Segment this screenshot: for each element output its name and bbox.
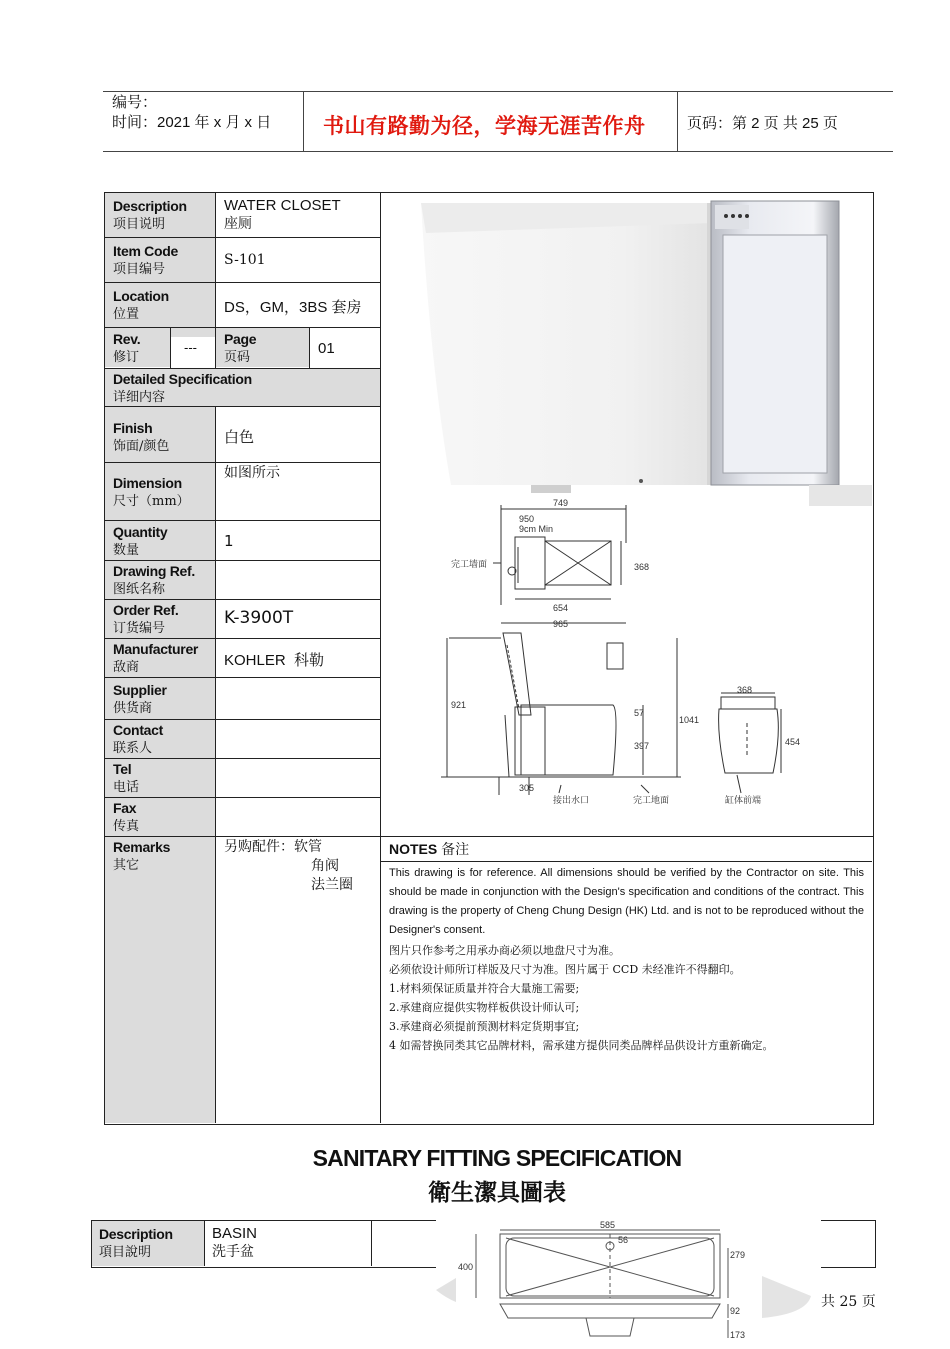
remarks-label-cn: 其它 bbox=[113, 858, 140, 873]
section-title-en: SANITARY FITTING SPECIFICATION bbox=[312, 1145, 682, 1171]
product-photo bbox=[381, 193, 872, 506]
grid-line bbox=[215, 407, 216, 1123]
notes-title bbox=[389, 841, 469, 859]
grid-line bbox=[309, 327, 310, 368]
manufacturer-label: Manufacturer bbox=[113, 641, 199, 657]
notes-item-2: 2.承建商应提供实物样板供设计师认可; bbox=[389, 1001, 580, 1014]
item-code-label: Item Code bbox=[113, 243, 178, 259]
grid-line bbox=[105, 719, 380, 720]
dim-173: 173 bbox=[730, 1330, 746, 1340]
dimension-value: 如图所示 bbox=[224, 465, 280, 481]
grid-line bbox=[105, 797, 380, 798]
grid-line bbox=[105, 677, 380, 678]
fax-label-cn: 传真 bbox=[113, 819, 140, 834]
remarks-line-1: 另购配件：软管 bbox=[224, 839, 322, 855]
label-bowl-front: 缸体前端 bbox=[725, 795, 762, 805]
page-field-value: 01 bbox=[318, 340, 335, 357]
dim-654: 654 bbox=[553, 603, 569, 613]
grid-line bbox=[380, 861, 872, 862]
label-outlet: 接出水口 bbox=[553, 795, 590, 805]
dim-454: 454 bbox=[785, 737, 801, 747]
grid-line bbox=[105, 368, 380, 369]
page-field-label: Page bbox=[224, 331, 257, 347]
finish-label: Finish bbox=[113, 420, 153, 436]
grid-line bbox=[105, 237, 380, 238]
remarks-line-3: 法兰圈 bbox=[311, 877, 353, 893]
notes-paragraph: This drawing is for reference. All dimensions should be verified by the Contractor on site. This should be made in conjunction with the Design's specification and conditions of the contract. This drawing is the property of Cheng Chung Design (HK) Ltd. and is not to be reproduced without the Designer's consent. bbox=[389, 867, 864, 936]
dim-1041: 1041 bbox=[679, 715, 700, 725]
grid-line bbox=[105, 758, 380, 759]
grid-line bbox=[204, 1221, 205, 1266]
dim-56: 56 bbox=[618, 1235, 629, 1245]
motto-text: 书山有路勤为径，学海无涯苦作舟 bbox=[323, 113, 646, 138]
fax-label: Fax bbox=[113, 800, 137, 816]
dim-749: 749 bbox=[553, 498, 569, 508]
finish-label-cn: 饰面/颜色 bbox=[113, 439, 170, 454]
notes-item-4: 4 如需替换同类其它品牌材料，需承建方提供同类品牌样品供设计方重新确定。 bbox=[389, 1039, 774, 1052]
description-value-cn: 座厕 bbox=[224, 216, 252, 232]
description-label: Description bbox=[113, 198, 187, 214]
basin-drawing bbox=[436, 1218, 821, 1344]
grid-line bbox=[105, 282, 380, 283]
order-ref-label-cn: 订货编号 bbox=[113, 621, 166, 636]
quantity-label: Quantity bbox=[113, 524, 168, 540]
dimension-label-cn: 尺寸（mm） bbox=[113, 494, 190, 509]
label-finished-floor: 完工地面 bbox=[633, 795, 670, 805]
dim-57: 57 bbox=[634, 708, 645, 718]
contact-label: Contact bbox=[113, 722, 164, 738]
dim-368: 368 bbox=[634, 562, 650, 572]
description-value: WATER CLOSET bbox=[224, 197, 341, 214]
dim-279: 279 bbox=[730, 1250, 746, 1260]
quantity-value: 1 bbox=[224, 532, 234, 550]
order-ref-label: Order Ref. bbox=[113, 602, 179, 618]
dimension-label: Dimension bbox=[113, 475, 182, 491]
section-title-cn: 衛生潔具圖表 bbox=[428, 1180, 566, 1206]
header-divider bbox=[677, 91, 678, 151]
grid-line bbox=[105, 462, 380, 463]
header-top-rule bbox=[103, 91, 893, 92]
dim-921: 921 bbox=[451, 700, 467, 710]
footer-page-total: 共 25 页 bbox=[821, 1294, 876, 1310]
dim-305: 305 bbox=[519, 783, 535, 793]
dim-9cm-min: 9cm Min bbox=[519, 524, 554, 534]
location-value: DS，GM，3BS 套房 bbox=[224, 299, 362, 316]
label-finished-wall: 完工墙面 bbox=[451, 559, 488, 569]
remarks-label: Remarks bbox=[113, 839, 171, 855]
item-code-value: S-101 bbox=[224, 252, 266, 268]
grid-line bbox=[105, 836, 873, 837]
remarks-line-2: 角阀 bbox=[311, 858, 339, 874]
dim-368-front: 368 bbox=[737, 685, 753, 695]
grid-line bbox=[371, 1221, 372, 1266]
header-bottom-rule bbox=[103, 151, 893, 152]
dim-397: 397 bbox=[634, 741, 650, 751]
grid-line bbox=[105, 638, 380, 639]
toilet-dimension-drawing bbox=[381, 495, 872, 835]
grid-line bbox=[104, 1124, 381, 1125]
grid-line bbox=[215, 193, 216, 368]
dim-965: 965 bbox=[553, 619, 569, 629]
location-label: Location bbox=[113, 288, 169, 304]
basin-description-label: Description bbox=[99, 1226, 173, 1242]
contact-label-cn: 联系人 bbox=[113, 741, 153, 756]
grid-line bbox=[105, 560, 380, 561]
manufacturer-value: KOHLER 科勒 bbox=[224, 652, 325, 669]
toilet-photo-image bbox=[381, 193, 872, 506]
grid-line bbox=[170, 327, 171, 368]
notes-title-en: NOTES bbox=[389, 841, 438, 857]
supplier-label: Supplier bbox=[113, 682, 167, 698]
notes-line-cn-2: 必须依设计师所订样版及尺寸为准。图片属于 CCD 未经准许不得翻印。 bbox=[389, 963, 741, 976]
basin-dimension-drawing bbox=[436, 1218, 821, 1344]
description-label-cn: 项目说明 bbox=[113, 217, 166, 232]
dim-400: 400 bbox=[458, 1262, 474, 1272]
grid-line bbox=[105, 520, 380, 521]
technical-drawing bbox=[381, 495, 872, 835]
finish-value: 白色 bbox=[224, 429, 255, 446]
page-label: 页码：第 2 页 共 25 页 bbox=[687, 115, 838, 132]
header-divider bbox=[303, 91, 304, 151]
tel-label: Tel bbox=[113, 761, 132, 777]
rev-label: Rev. bbox=[113, 331, 141, 347]
item-code-label-cn: 项目编号 bbox=[113, 262, 166, 277]
rev-label-cn: 修订 bbox=[113, 350, 140, 365]
tel-label-cn: 电话 bbox=[113, 780, 140, 795]
basin-description-value: BASIN bbox=[212, 1225, 258, 1242]
dim-585: 585 bbox=[600, 1220, 616, 1230]
basin-description-label-cn: 項目說明 bbox=[99, 1245, 152, 1260]
quantity-label-cn: 数量 bbox=[113, 543, 140, 558]
rev-value: --- bbox=[184, 340, 197, 355]
dim-950: 950 bbox=[519, 514, 535, 524]
drawing-ref-label: Drawing Ref. bbox=[113, 563, 195, 579]
notes-item-3: 3.承建商必须提前预测材料定货期事宜; bbox=[389, 1020, 580, 1033]
dim-92: 92 bbox=[730, 1306, 741, 1316]
grid-line bbox=[105, 599, 380, 600]
detailed-spec-label-cn: 详细内容 bbox=[113, 390, 166, 405]
page-field-label-cn: 页码 bbox=[224, 350, 251, 365]
time-label: 时间：2021 年 x 月 x 日 bbox=[112, 114, 272, 131]
order-ref-value: K-3900T bbox=[224, 608, 294, 628]
manufacturer-label-cn: 敌商 bbox=[113, 660, 140, 675]
grid-line bbox=[105, 327, 380, 328]
detailed-spec-label: Detailed Specification bbox=[113, 371, 252, 387]
notes-line-cn-1: 图片只作参考之用承办商必须以地盘尺寸为准。 bbox=[389, 944, 620, 957]
location-label-cn: 位置 bbox=[113, 307, 140, 322]
drawing-ref-label-cn: 图纸名称 bbox=[113, 582, 166, 597]
number-label: 编号： bbox=[112, 94, 158, 111]
notes-title-cn: 备注 bbox=[441, 842, 470, 858]
supplier-label-cn: 供货商 bbox=[113, 701, 153, 716]
notes-item-1: 1.材料须保证质量并符合大量施工需要; bbox=[389, 982, 580, 995]
basin-description-value-cn: 洗手盆 bbox=[212, 1244, 254, 1260]
